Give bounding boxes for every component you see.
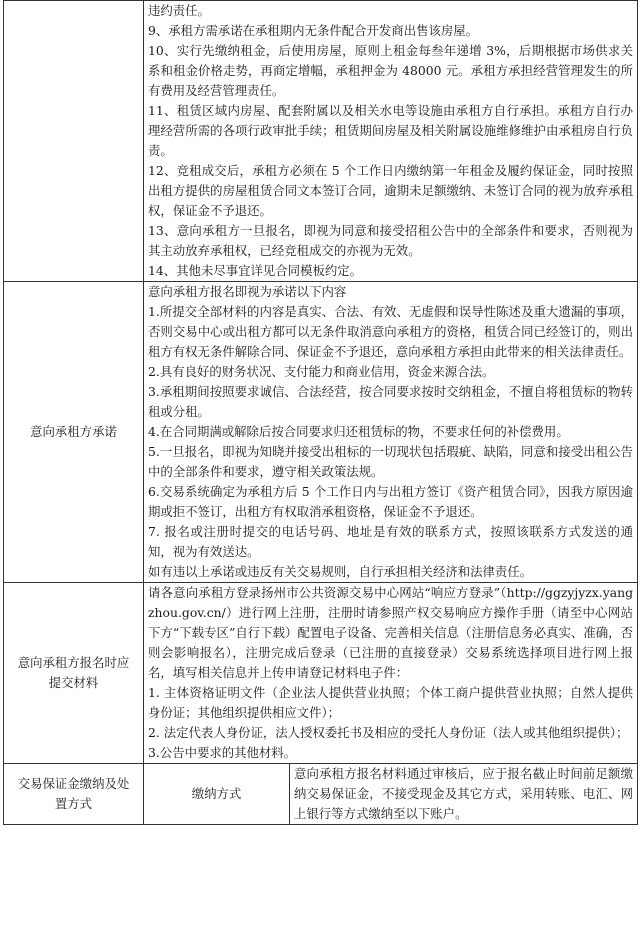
announcement-table <box>3 0 638 825</box>
list-item: 1. 主体资格证明文件（企业法人提供营业执照；个体工商户提供营业执照；自然人提供身份证；其他组织提供相应文件）； <box>148 685 634 720</box>
list-item: 12、竞租成交后，承租方必须在 5 个工作日内缴纳第一年租金及履约保证金，同时按照出租方提供的房屋租赁合同文本签订合同，逾期未足额缴纳、未签订合同的视为放弃承租权，保证金不予退还。 <box>148 163 634 218</box>
list-item: 6.交易系统确定为承租方后 5 个工作日内与出租方签订《资产租赁合同》，因我方原因逾期或拒不签订，出租方有权取消承租资格，保证金不予退还。 <box>148 484 634 519</box>
list-item: 7. 报名或注册时提交的电话号码、地址是有效的联系方式，按照该联系方式发送的通知，视为有效送达。 <box>148 524 634 559</box>
list-item: 意向承租方报名材料通过审核后，应于报名截止时间前足额缴纳交易保证金，不接受现金及其它方式，采用转账、电汇、网上银行等方式缴纳至以下账户。 <box>294 766 634 821</box>
deposit-method-label: 缴纳方式 <box>144 764 290 825</box>
list-item: 11、租赁区域内房屋、配套附属以及相关水电等设施由承租方自行承担。承租方自行办理经营所需的各项行政审批手续；租赁期间房屋及相关附属设施维修维护由承租房自行负责。 <box>148 103 634 158</box>
row-label-empty <box>4 1 144 282</box>
commitment-content <box>144 282 638 583</box>
list-item: 3.承租期间按照要求诚信、合法经营，按合同要求按时交纳租金，不擅自将租赁标的物转租或分租。 <box>148 384 634 419</box>
list-item: 3.公告中要求的其他材料。 <box>148 745 297 760</box>
list-item: 2.具有良好的财务状况、支付能力和商业信用，资金来源合法。 <box>148 364 495 379</box>
list-item: 9、承租方需承诺在承租期内无条件配合开发商出售该房屋。 <box>148 23 479 38</box>
row-label-commitment: 意向承租方承诺 <box>4 282 144 583</box>
deposit-method-text <box>290 764 638 825</box>
list-item: 违约责任。 <box>148 3 210 18</box>
table-row-continuation <box>4 1 638 282</box>
list-item: 14、其他未尽事宜详见合同模板约定。 <box>148 263 363 278</box>
list-item: 2. 法定代表人身份证，法人授权委托书及相应的受托人身份证（法人或其他组织提供）； <box>148 725 629 740</box>
table-row-commitment <box>4 282 638 583</box>
list-item: 意向承租方报名即视为承诺以下内容 <box>148 284 347 299</box>
list-item: 4.在合同期满或解除后按合同要求归还租赁标的物，不要求任何的补偿费用。 <box>148 424 569 439</box>
list-item: 如有违以上承诺或违反有关交易规则，自行承担相关经济和法律责任。 <box>148 564 533 579</box>
list-item: 请各意向承租方登录扬州市公共资源交易中心网站“响应方登录”（http://ggzyjyzx.yangzhou.gov.cn/）进行网上注册，注册时请参照产权交易响应方操作手册（请至中心网站下方“下载专区”自行下载）配置电子设备、完善相关信息（注册信息务必真实、准确，否则会影响报名），注册完成后登录（已注册的直接登录）交易系统选择项目进行网上报名，填写相关信息并上传申请登记材料电子件： <box>148 585 634 680</box>
table-row-registration <box>4 583 638 764</box>
list-item: 13、意向承租方一旦报名，即视为同意和接受招租公告中的全部条件和要求，否则视为其主动放弃承租权，已经竞租成交的亦视为无效。 <box>148 223 634 258</box>
list-item: 1.所提交全部材料的内容是真实、合法、有效、无虚假和误导性陈述及重大遗漏的事项，否则交易中心或出租方都可以无条件取消意向承租方的资格，租赁合同已经签订的，则出租方有权无条件解除合同、保证金不予退还，意向承租方承担由此带来的相关法律责任。 <box>148 304 634 359</box>
row-label-deposit: 交易保证金缴纳及处置方式 <box>4 764 144 825</box>
registration-content <box>144 583 638 764</box>
row-label-registration: 意向承租方报名时应提交材料 <box>4 583 144 764</box>
continuation-content <box>144 1 638 282</box>
table-row-deposit <box>4 764 638 825</box>
list-item: 10、实行先缴纳租金，后使用房屋，原则上租金每叁年递增 3%，后期根据市场供求关系和租金价格走势，再商定增幅，承租押金为 48000 元。承租方承担经营管理发生的所有费用及经营管理责任。 <box>148 43 634 98</box>
list-item: 5.一旦报名，即视为知晓并接受出租标的一切现状包括瑕疵、缺陷，同意和接受出租公告中的全部条件和要求，遵守相关政策法规。 <box>148 444 634 479</box>
